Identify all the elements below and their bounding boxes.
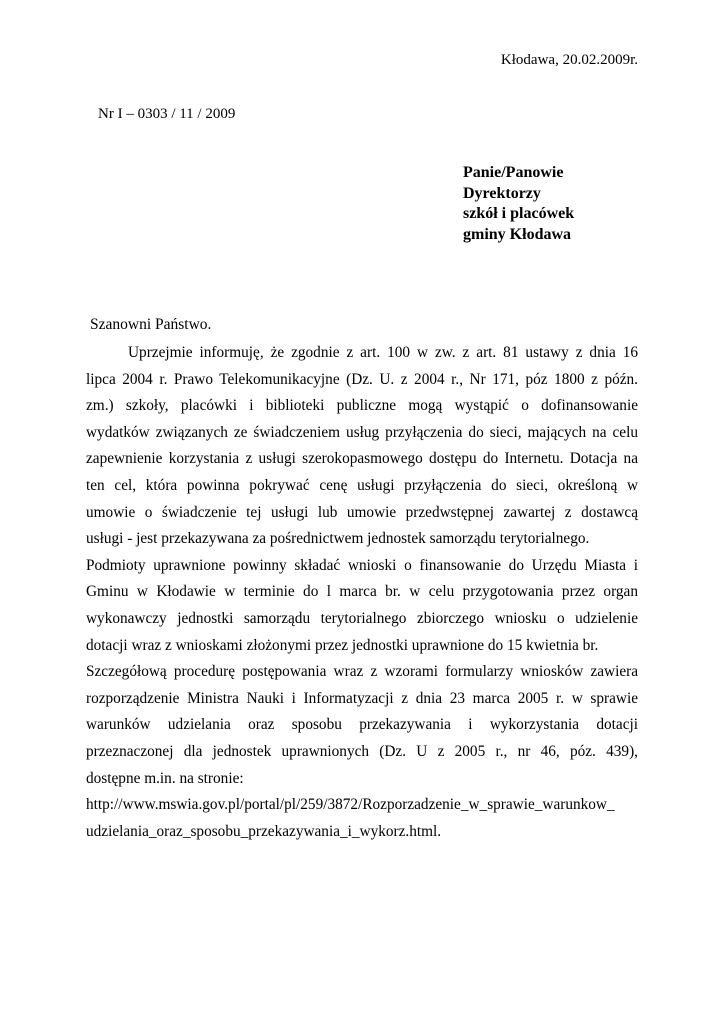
recipient-block (463, 163, 574, 245)
body-line: dotacji wraz z wnioskami złożonymi przez jednostki uprawnione do 15 kwietnia br. (86, 636, 599, 654)
body-line: dostępne m.in. na stronie: (86, 769, 244, 787)
body-line: warunków udzielania oraz sposobu przekazywania i wykorzystania dotacji (86, 716, 638, 734)
place-date: Kłodawa, 20.02.2009r. (500, 52, 638, 68)
body-line: ten cel, która powinna pokrywać cenę usługi przyłączenia do sieci, określoną w (86, 476, 638, 494)
body-line: wydatków związanych ze świadczeniem usług przyłączenia do sieci, mających na celu (86, 423, 638, 441)
body-line: zapewnienie korzystania z usługi szerokopasmowego dostępu do Internetu. Dotacja na (86, 450, 638, 468)
url-line[interactable]: http://www.mswia.gov.pl/portal/pl/259/3872/Rozporzadzenie_w_sprawie_warunkow_ (86, 796, 615, 814)
body-line: wykonawczy jednostki samorządu terytorialnego zbiorczego wniosku o udzielenie (86, 609, 638, 627)
recipient-line: gminy Kłodawa (463, 225, 572, 243)
body-line: Podmioty uprawnione powinny składać wnioski o finansowanie do Urzędu Miasta i (86, 556, 638, 574)
body-line: usługi - jest przekazywana za pośrednictwem jednostek samorządu terytorialnego. (86, 530, 590, 548)
letter-body (86, 340, 638, 845)
body-line: Gminu w Kłodawie w terminie do l marca br. w celu przygotowania przez organ (86, 583, 638, 601)
salutation: Szanowni Państwo. (90, 316, 212, 333)
body-line: Szczegółową procedurę postępowania wraz z wzorami formularzy wniosków zawiera (86, 663, 638, 681)
body-line: rozporządzenie Ministra Nauki i Informatyzacji z dnia 23 marca 2005 r. w sprawie (86, 689, 638, 707)
recipient-line: szkół i placówek (463, 205, 575, 222)
url-line[interactable]: udzielania_oraz_sposobu_przekazywania_i_wykorz.html. (86, 822, 442, 840)
body-line: umowie o świadczenie tej usługi lub umowie przedwstępnej zawartej z dostawcą (86, 503, 638, 521)
body-line: przeznaczonej dla jednostek uprawnionych (Dz. U z 2005 r., nr 46, póz. 439), (86, 742, 638, 760)
recipient-line: Panie/Panowie (463, 164, 564, 181)
reference-number: Nr I – 0303 / 11 / 2009 (98, 106, 236, 122)
body-line: Uprzejmie informuję, że zgodnie z art. 100 w zw. z art. 81 ustawy z dnia 16 (128, 344, 638, 361)
recipient-line: Dyrektorzy (463, 184, 541, 202)
body-line: zm.) szkoły, placówki i biblioteki publiczne mogą wystąpić o dofinansowanie (86, 397, 638, 415)
body-line: lipca 2004 r. Prawo Telekomunikacyjne (Dz. U. z 2004 r., Nr 171, póz 1800 z późn. (86, 370, 638, 388)
